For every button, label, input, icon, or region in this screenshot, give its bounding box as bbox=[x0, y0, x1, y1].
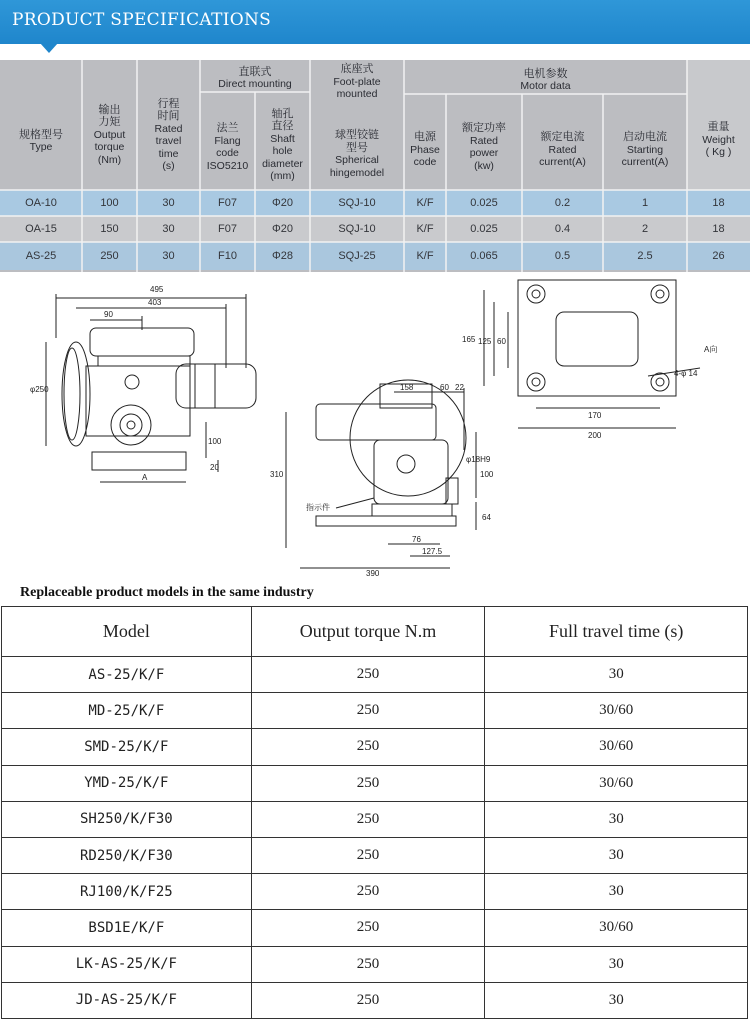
table-row bbox=[2, 765, 748, 801]
model-cell: YMD-25/K/F bbox=[2, 765, 252, 801]
header-text: Rated bbox=[469, 134, 499, 147]
header-text: Motor data bbox=[520, 80, 571, 92]
travel-time-cell: 30 bbox=[485, 982, 748, 1018]
spec-header-current bbox=[522, 110, 603, 190]
replace-header-row bbox=[2, 607, 748, 657]
model-cell: SMD-25/K/F bbox=[2, 729, 252, 765]
section-banner bbox=[0, 0, 750, 52]
model-cell: AS-25/K/F bbox=[2, 657, 252, 693]
drawing-left-view bbox=[46, 294, 256, 482]
spec-cell: AS-25 bbox=[25, 250, 57, 262]
header-text: diameter bbox=[262, 157, 303, 170]
dim-403: 403 bbox=[148, 298, 162, 307]
spec-header-motor bbox=[404, 66, 687, 94]
label-holes: 4-φ 14 bbox=[674, 369, 698, 378]
travel-time-cell: 30 bbox=[485, 657, 748, 693]
header-text: mounted bbox=[336, 88, 378, 101]
dimension-drawings bbox=[0, 272, 750, 582]
header-text: code bbox=[216, 147, 239, 159]
dim-100-left: 100 bbox=[208, 437, 222, 446]
header-text: 重量 bbox=[707, 120, 730, 134]
torque-cell: 250 bbox=[251, 765, 485, 801]
header-text: 电源 bbox=[414, 130, 436, 144]
header-model: Model bbox=[2, 607, 252, 657]
header-text: 法兰 bbox=[216, 121, 239, 134]
travel-time-cell: 30 bbox=[485, 874, 748, 910]
banner-notch bbox=[40, 43, 58, 53]
header-text: 规格型号 bbox=[19, 127, 63, 141]
header-text: (mm) bbox=[270, 170, 295, 182]
header-text: 底座式 bbox=[340, 62, 374, 76]
replace-caption: Replaceable product models in the same industry bbox=[20, 585, 314, 600]
spec-cell: 1 bbox=[641, 197, 649, 209]
dim-165: 165 bbox=[462, 335, 476, 344]
replace-table bbox=[1, 606, 748, 1019]
spec-cell: 100 bbox=[100, 197, 119, 209]
header-text: 输出 bbox=[98, 102, 121, 116]
dim-310: 310 bbox=[270, 470, 284, 479]
header-text: 球型铰链 bbox=[335, 128, 379, 141]
table-row bbox=[2, 910, 748, 946]
header-text: 直联式 bbox=[238, 64, 272, 78]
drawing-middle-view bbox=[286, 380, 476, 568]
spec-cell: OA-15 bbox=[25, 223, 57, 235]
spec-cell: 2.5 bbox=[637, 250, 653, 262]
dim-158: 158 bbox=[400, 383, 414, 392]
dim-64: 64 bbox=[482, 513, 491, 522]
travel-time-cell: 30/60 bbox=[485, 910, 748, 946]
header-text: (kw) bbox=[474, 159, 494, 172]
spec-cell: 18 bbox=[712, 197, 725, 209]
drawing-right-view bbox=[484, 280, 700, 428]
header-text: current(A) bbox=[539, 156, 586, 169]
header-text: 型号 bbox=[346, 140, 368, 154]
spec-table bbox=[0, 60, 750, 272]
spec-header-torque bbox=[82, 80, 137, 190]
header-text: 行程 bbox=[157, 96, 180, 110]
table-row bbox=[2, 874, 748, 910]
torque-cell: 250 bbox=[251, 982, 485, 1018]
dim-90: 90 bbox=[104, 310, 113, 319]
header-text: hole bbox=[272, 145, 293, 157]
travel-time-cell: 30 bbox=[485, 837, 748, 873]
travel-time-cell: 30 bbox=[485, 801, 748, 837]
dim-125: 125 bbox=[478, 337, 492, 346]
header-text: time bbox=[158, 147, 179, 160]
spec-header-type bbox=[0, 92, 82, 190]
dim-495: 495 bbox=[150, 285, 164, 294]
spec-header-hinge bbox=[310, 118, 404, 190]
header-text: current(A) bbox=[621, 156, 669, 169]
torque-cell: 250 bbox=[251, 874, 485, 910]
header-text: Output bbox=[93, 128, 126, 141]
header-text: ( Kg ) bbox=[705, 146, 732, 159]
dim-60-mid: 60 bbox=[440, 383, 449, 392]
spec-header-direct bbox=[200, 64, 310, 92]
spec-cell: 30 bbox=[162, 223, 175, 235]
spec-cell: 0.065 bbox=[470, 250, 498, 262]
spec-cell: 2 bbox=[641, 223, 649, 235]
header-text: 轴孔 bbox=[271, 106, 294, 120]
spec-cell: 250 bbox=[100, 250, 119, 262]
model-cell: MD-25/K/F bbox=[2, 693, 252, 729]
header-text: 直径 bbox=[271, 119, 294, 132]
model-cell: RJ100/K/F25 bbox=[2, 874, 252, 910]
spec-cell: 0.025 bbox=[470, 197, 498, 209]
torque-cell: 250 bbox=[251, 837, 485, 873]
header-text: power bbox=[469, 147, 499, 159]
spec-cell: F07 bbox=[218, 223, 237, 235]
dim-22: 22 bbox=[455, 383, 464, 392]
dim-390: 390 bbox=[366, 569, 380, 578]
label-indicator: 指示件 bbox=[306, 503, 330, 512]
spec-cell: F07 bbox=[218, 197, 237, 209]
torque-cell: 250 bbox=[251, 729, 485, 765]
dim-170: 170 bbox=[588, 411, 602, 420]
spec-cell: 0.025 bbox=[470, 223, 498, 235]
torque-cell: 250 bbox=[251, 657, 485, 693]
spec-cell: Φ28 bbox=[271, 250, 293, 262]
banner-bar bbox=[0, 0, 750, 44]
header-text: Flang bbox=[214, 134, 241, 147]
spec-cell: 18 bbox=[712, 223, 725, 235]
travel-time-cell: 30 bbox=[485, 946, 748, 982]
spec-cell: SQJ-10 bbox=[338, 223, 376, 235]
dim-200: 200 bbox=[588, 431, 602, 440]
label-a: A bbox=[142, 473, 148, 482]
header-text: 力矩 bbox=[98, 115, 121, 129]
spec-header-power bbox=[446, 104, 522, 190]
spec-cell: K/F bbox=[416, 223, 434, 235]
model-cell: JD-AS-25/K/F bbox=[2, 982, 252, 1018]
header-text: (s) bbox=[162, 160, 175, 172]
header-text: 额定电流 bbox=[540, 130, 585, 144]
torque-cell: 250 bbox=[251, 801, 485, 837]
travel-time-cell: 30/60 bbox=[485, 693, 748, 729]
header-text: Spherical bbox=[335, 154, 379, 166]
header-text: Weight bbox=[702, 133, 735, 146]
header-text: travel bbox=[155, 135, 182, 147]
spec-header-flang bbox=[200, 104, 255, 190]
spec-cell: 0.4 bbox=[554, 223, 571, 235]
spec-cell: Φ20 bbox=[271, 223, 293, 235]
model-cell: LK-AS-25/K/F bbox=[2, 946, 252, 982]
spec-cell: F10 bbox=[218, 250, 237, 262]
spec-cell: SQJ-25 bbox=[338, 250, 376, 262]
spec-header-travel bbox=[137, 80, 200, 190]
header-text: Starting bbox=[626, 143, 664, 156]
spec-header-foot bbox=[310, 62, 404, 102]
header-text: Rated bbox=[154, 122, 183, 135]
spec-cell: SQJ-10 bbox=[338, 197, 376, 209]
spec-cell: 0.2 bbox=[554, 197, 571, 209]
table-row bbox=[2, 657, 748, 693]
header-text: ISO5210 bbox=[206, 159, 249, 172]
spec-header-weight bbox=[687, 90, 750, 190]
dim-127-5: 127.5 bbox=[422, 547, 443, 556]
header-text: 额定功率 bbox=[462, 121, 506, 134]
table-row bbox=[2, 801, 748, 837]
spec-cell: K/F bbox=[416, 250, 434, 262]
spec-cell: 30 bbox=[162, 250, 175, 262]
header-travel-time: Full travel time (s) bbox=[485, 607, 748, 657]
header-text: Type bbox=[29, 141, 53, 153]
header-text: Shaft bbox=[270, 132, 295, 145]
dim-76: 76 bbox=[412, 535, 421, 544]
travel-time-cell: 30/60 bbox=[485, 729, 748, 765]
model-cell: BSD1E/K/F bbox=[2, 910, 252, 946]
header-text: Direct mounting bbox=[218, 78, 292, 90]
dim-100-mid: 100 bbox=[480, 470, 494, 479]
drawings-svg bbox=[0, 272, 750, 582]
table-row bbox=[2, 837, 748, 873]
header-text: 时间 bbox=[157, 109, 180, 122]
spec-cell: OA-10 bbox=[25, 197, 57, 209]
torque-cell: 250 bbox=[251, 693, 485, 729]
dim-250: φ250 bbox=[30, 385, 49, 394]
header-text: Phase bbox=[410, 143, 440, 156]
dim-20: 20 bbox=[210, 463, 219, 472]
table-row bbox=[2, 946, 748, 982]
spec-cell: 0.5 bbox=[554, 250, 571, 262]
header-text: code bbox=[413, 156, 437, 169]
header-torque: Output torque N.m bbox=[251, 607, 485, 657]
dim-18h9: φ18H9 bbox=[466, 455, 491, 464]
spec-cell: K/F bbox=[416, 197, 434, 209]
spec-header-starting bbox=[603, 110, 687, 190]
banner-title: PRODUCT SPECIFICATIONS bbox=[12, 10, 272, 30]
header-text: Foot-plate bbox=[333, 75, 381, 88]
table-row bbox=[2, 729, 748, 765]
travel-time-cell: 30/60 bbox=[485, 765, 748, 801]
spec-cell: Φ20 bbox=[271, 197, 293, 209]
spec-header-shaft bbox=[255, 100, 310, 190]
spec-cell: 26 bbox=[712, 250, 725, 262]
header-text: (Nm) bbox=[97, 153, 122, 166]
label-a-dir: A向 bbox=[704, 345, 718, 354]
header-text: 电机参数 bbox=[523, 66, 568, 80]
spec-cell: 30 bbox=[162, 197, 175, 209]
torque-cell: 250 bbox=[251, 910, 485, 946]
spec-cell: 150 bbox=[100, 223, 119, 235]
table-row bbox=[2, 693, 748, 729]
torque-cell: 250 bbox=[251, 946, 485, 982]
model-cell: SH250/K/F30 bbox=[2, 801, 252, 837]
header-text: hingemodel bbox=[329, 166, 385, 179]
table-row bbox=[2, 982, 748, 1018]
dim-60-right: 60 bbox=[497, 337, 506, 346]
spec-header-phase bbox=[404, 110, 446, 190]
model-cell: RD250/K/F30 bbox=[2, 837, 252, 873]
header-text: Rated bbox=[548, 143, 577, 156]
header-text: torque bbox=[94, 141, 125, 154]
header-text: 启动电流 bbox=[623, 130, 667, 144]
